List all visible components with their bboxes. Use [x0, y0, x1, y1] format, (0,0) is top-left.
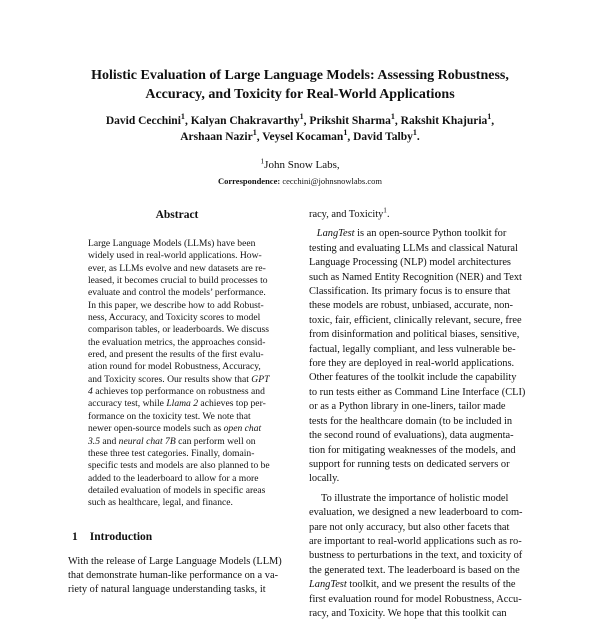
author-affiliation-mark: 1 [252, 128, 257, 138]
body-text: racy, and Toxicity [309, 209, 384, 220]
abstract-heading: Abstract [155, 209, 199, 221]
body-line: to run tests either as Command Line Interface (CLI) [309, 386, 526, 398]
abstract-text: can perform well on [175, 435, 256, 447]
section-heading-introduction [72, 530, 286, 544]
correspondence-email[interactable]: cecchini@johnsnowlabs.com [282, 176, 382, 186]
author-line-2: Arshaan Nazir$^1$, Veysel Kocaman$^1$, David Talby$^1$. [180, 128, 420, 143]
abstract-line: added to the leaderboard to allow for a more [88, 472, 259, 484]
abstract-line: Large Language Models (LLMs) have been [88, 238, 256, 249]
body-line: To illustrate the importance of holistic model [321, 492, 509, 504]
body-line: fore they are deployed in real-world applications. [309, 358, 515, 370]
body-line: toxic, fair, efficient, clinically relevant, secure, free [309, 314, 522, 326]
body-line: Classification. Its primary focus is to ensure that [309, 286, 511, 298]
abstract-line: formance on the toxicity test. We note that [88, 410, 251, 422]
body-line: that demonstrate human-like performance on a va- [68, 569, 279, 581]
body-line: evaluation, we designed a new leaderboard to com- [309, 507, 523, 519]
author-name: David Talby [353, 131, 413, 143]
abstract-text: and Toxicity scores. Our results show that [88, 373, 252, 385]
abstract-line [88, 374, 284, 386]
body-line: first evaluation round for model Robustness, Accu- [309, 593, 522, 605]
abstract-line: ation round for model Robustness, Accuracy, [88, 361, 261, 373]
author-name: Arshaan Nazir [180, 131, 253, 143]
footnote-mark[interactable]: 1 [383, 206, 387, 215]
body-text: is an open-source Python toolkit for [354, 228, 507, 240]
abstract-line: ered, and present the results of the first evalu- [88, 349, 264, 361]
langtest-paragraph [309, 227, 531, 486]
model-name-gpt-version: 4 [88, 386, 93, 398]
author-name: David Cecchini [105, 115, 181, 127]
body-line: tests for the healthcare domain (to be included in [309, 415, 513, 427]
author-name: Rakshit Khajuria [400, 115, 488, 127]
abstract-line [88, 398, 284, 410]
section-title: Introduction [89, 530, 153, 543]
body-line: racy, and Toxicity. We hope that this toolkit can [309, 607, 507, 619]
body-line: Other features of the toolkit include the capability [309, 372, 517, 384]
introduction-paragraph [68, 555, 286, 598]
abstract-text: achieves top performance on robustness and [92, 386, 265, 398]
body-line: testing and evaluating LLMs and classical Natural [309, 242, 518, 254]
author-affiliation-mark: 1 [390, 112, 395, 122]
abstract-line: evaluate and control the models’ performance. [88, 287, 266, 299]
correspondence [40, 175, 560, 187]
abstract-line: widely used in real-world applications. How- [88, 250, 262, 262]
left-column [68, 208, 286, 598]
correspondence-label: Correspondence: [218, 176, 281, 186]
model-name-llama: Llama 2 [166, 398, 199, 410]
abstract-line: leased, it becomes crucial to build processes to [88, 275, 268, 287]
abstract-line: such as healthcare, legal, and finance. [88, 497, 233, 509]
abstract-line: ever, as LLMs evolve and new datasets are re- [88, 262, 266, 274]
title-line-2: Accuracy, and Toxicity for Real-World Applications [145, 87, 455, 102]
author-affiliation-mark: 1 [343, 128, 348, 138]
body-line: Language Processing (NLP) model architectures [309, 257, 511, 269]
abstract-line: In this paper, we describe how to add Robust- [88, 299, 264, 311]
title-line-1: Holistic Evaluation of Large Language Models: Assessing Robustness, [91, 68, 509, 83]
body-line: from disinformation and political biases, sensitive, [309, 329, 520, 341]
author-affiliation-mark: 1 [487, 112, 492, 122]
author-affiliation-mark: 1 [412, 128, 417, 138]
model-name-neuralchat: neural chat 7B [118, 435, 176, 447]
body-line: or as a Python library in one-liners, tailor made [309, 401, 506, 413]
body-line: these models are robust, unbiased, accurate, non- [309, 300, 513, 312]
model-name-openchat: open chat [223, 423, 262, 435]
abstract-text: accuracy test, while [88, 398, 167, 410]
author-affiliation-mark: 1 [180, 112, 185, 122]
body-line [309, 578, 531, 592]
affiliation-name: John Snow Labs, [264, 159, 340, 171]
abstract-line [88, 386, 284, 398]
body-text: toolkit, and we present the results of the [346, 579, 516, 591]
abstract-line: the evaluation metrics, the approaches consid- [88, 336, 266, 348]
body-line: pare not only accuracy, but also other facets that [309, 521, 510, 533]
body-line: locally. [309, 473, 340, 485]
affiliation [40, 158, 560, 172]
abstract-line: ness, Accuracy, and Toxicity scores to model [88, 312, 261, 324]
body-line: the second round of evaluations), data augmenta- [309, 430, 514, 442]
section-number: 1 [72, 530, 78, 543]
model-name-openchat-version: 3.5 [88, 435, 100, 447]
body-line: riety of natural language understanding tasks, it [68, 584, 266, 596]
abstract-line: these three test categories. Finally, domain- [88, 447, 255, 459]
author-list [40, 113, 560, 145]
abstract-text: newer open-source models such as [88, 423, 224, 435]
body-line: support for running tests on dedicated servers or [309, 458, 510, 470]
abstract-text: and [100, 435, 119, 447]
body-line: the generated text. The leaderboard is based on the [309, 564, 520, 576]
body-line [309, 227, 531, 241]
abstract-line [88, 423, 284, 435]
body-line [309, 208, 531, 222]
author-line-1: David Cecchini$^1$, Kalyan Chakravarthy$^1$, Prikshit Sharma$^1$, Rakshit Khajuria$^1$, [105, 112, 495, 127]
author-name: Kalyan Chakravarthy [190, 115, 300, 127]
abstract-text: achieves top per- [198, 398, 266, 410]
body-line: bustness to perturbations in the text, and toxicity of [309, 550, 523, 562]
author-name: Veysel Kocaman [262, 131, 344, 143]
leaderboard-paragraph [309, 492, 531, 621]
affiliation-mark: 1 [260, 156, 265, 166]
body-text: . [386, 209, 390, 220]
author-affiliation-mark: 1 [299, 112, 304, 122]
body-line: tion for mitigating weaknesses of the models, and [309, 444, 516, 456]
author-name: Prikshit Sharma [309, 115, 391, 127]
abstract-line [88, 436, 284, 448]
abstract-line: specific tests and models are also planned to be [88, 460, 270, 472]
abstract-line: detailed evaluation of models in specific areas [88, 484, 266, 496]
toolkit-name: LangTest [309, 579, 347, 591]
toolkit-name: LangTest [316, 228, 355, 240]
body-line: such as Named Entity Recognition (NER) and Text [309, 271, 522, 283]
model-name-gpt: GPT [251, 373, 270, 385]
body-line: With the release of Large Language Models (LLM) [68, 555, 282, 567]
right-column [309, 208, 531, 621]
body-line: are important to real-world applications such as ro- [309, 535, 522, 547]
paper-title [40, 66, 560, 104]
continued-paragraph [309, 208, 531, 222]
abstract-line: comparison tables, or leaderboards. We discuss [88, 324, 270, 336]
body-line: factual, legally compliant, and less vulnerable be- [309, 343, 516, 355]
abstract-body [88, 238, 284, 510]
